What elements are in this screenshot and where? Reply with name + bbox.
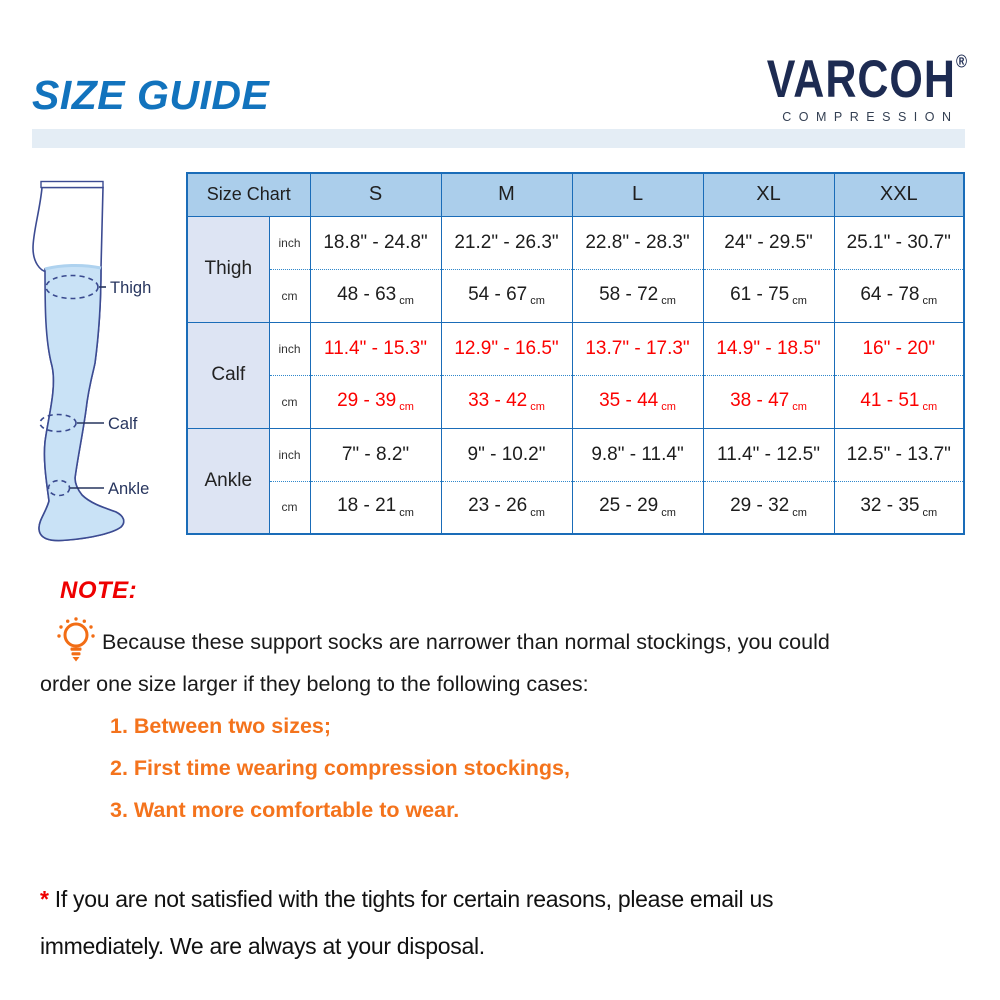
brand-logo xyxy=(766,50,968,124)
thigh-row-label: Thigh xyxy=(187,216,269,322)
thigh-inch-xl: 24" - 29.5" xyxy=(703,216,834,269)
ankle-inch-m: 9" - 10.2" xyxy=(441,428,572,481)
lightbulb-icon xyxy=(56,617,96,667)
size-chart-table xyxy=(186,172,965,535)
calf-cm-m: 33 - 42 $_{cm}$ xyxy=(441,375,572,428)
thigh-cm-row xyxy=(187,269,964,322)
calf-inch-xxl: 16" - 20" xyxy=(834,322,964,375)
ankle-inch-row xyxy=(187,428,964,481)
note-item-2: 2. First time wearing compression stockings, xyxy=(110,756,570,780)
calf-inch-row xyxy=(187,322,964,375)
thigh-inch-unit: inch xyxy=(269,216,310,269)
calf-label: Calf xyxy=(108,415,138,433)
ankle-cm-s: 18 - 21 $_{cm}$ xyxy=(310,481,441,534)
calf-row-label: Calf xyxy=(187,322,269,428)
size-header-m: M xyxy=(441,173,572,216)
calf-inch-s: 11.4" - 15.3" xyxy=(310,322,441,375)
size-chart-header-row xyxy=(187,173,964,216)
size-header-xl: XL xyxy=(703,173,834,216)
thigh-inch-s: 18.8" - 24.8" xyxy=(310,216,441,269)
note-item-1: 1. Between two sizes; xyxy=(110,714,332,738)
registered-trademark-icon: ® xyxy=(955,51,968,73)
ankle-inch-xl: 11.4" - 12.5" xyxy=(703,428,834,481)
calf-cm-l: 35 - 44 $_{cm}$ xyxy=(572,375,703,428)
waistband xyxy=(41,182,103,188)
thigh-cm-unit: cm xyxy=(269,269,310,322)
thigh-inch-xxl: 25.1" - 30.7" xyxy=(834,216,964,269)
brand-name-text: VARCOH xyxy=(766,50,956,110)
ankle-inch-xxl: 12.5" - 13.7" xyxy=(834,428,964,481)
ankle-inch-unit: inch xyxy=(269,428,310,481)
brand-tagline: COMPRESSION xyxy=(782,110,959,124)
ankle-inch-s: 7" - 8.2" xyxy=(310,428,441,481)
leg-measurement-diagram xyxy=(20,170,190,560)
footer-asterisk: * xyxy=(40,886,49,912)
ankle-inch-l: 9.8" - 11.4" xyxy=(572,428,703,481)
header-divider-bar xyxy=(32,129,965,148)
thigh-inch-row xyxy=(187,216,964,269)
footer-line2: immediately. We are always at your disposal. xyxy=(40,933,485,959)
thigh-cm-m: 54 - 67 $_{cm}$ xyxy=(441,269,572,322)
footer-disclaimer xyxy=(40,876,960,970)
calf-inch-unit: inch xyxy=(269,322,310,375)
calf-cm-xxl: 41 - 51 $_{cm}$ xyxy=(834,375,964,428)
thigh-inch-m: 21.2" - 26.3" xyxy=(441,216,572,269)
brand-name xyxy=(766,50,968,110)
ankle-cm-row xyxy=(187,481,964,534)
note-intro-line1: Because these support socks are narrower than normal stockings, you could xyxy=(102,630,830,654)
calf-inch-m: 12.9" - 16.5" xyxy=(441,322,572,375)
calf-cm-unit: cm xyxy=(269,375,310,428)
ankle-cm-unit: cm xyxy=(269,481,310,534)
size-header-xxl: XXL xyxy=(834,173,964,216)
page-title: SIZE GUIDE xyxy=(32,72,270,118)
thigh-cm-xxl: 64 - 78 $_{cm}$ xyxy=(834,269,964,322)
size-header-l: L xyxy=(572,173,703,216)
thigh-label: Thigh xyxy=(110,279,152,297)
calf-inch-l: 13.7" - 17.3" xyxy=(572,322,703,375)
calf-cm-xl: 38 - 47 $_{cm}$ xyxy=(703,375,834,428)
ankle-row-label: Ankle xyxy=(187,428,269,534)
footer-line1: If you are not satisfied with the tights for certain reasons, please email us xyxy=(54,886,774,912)
note-item-3: 3. Want more comfortable to wear. xyxy=(110,798,460,822)
thigh-inch-l: 22.8" - 28.3" xyxy=(572,216,703,269)
ankle-cm-m: 23 - 26 $_{cm}$ xyxy=(441,481,572,534)
thigh-cm-xl: 61 - 75 $_{cm}$ xyxy=(703,269,834,322)
calf-cm-row xyxy=(187,375,964,428)
calf-inch-xl: 14.9" - 18.5" xyxy=(703,322,834,375)
note-list xyxy=(110,712,570,838)
ankle-label: Ankle xyxy=(108,480,150,498)
ankle-cm-xxl: 32 - 35 $_{cm}$ xyxy=(834,481,964,534)
size-header-s: S xyxy=(310,173,441,216)
thigh-cm-s: 48 - 63 $_{cm}$ xyxy=(310,269,441,322)
ankle-cm-xl: 29 - 32 $_{cm}$ xyxy=(703,481,834,534)
note-intro-line2: order one size larger if they belong to the following cases: xyxy=(40,672,589,696)
stocking-fill xyxy=(39,265,124,540)
thigh-cm-l: 58 - 72 $_{cm}$ xyxy=(572,269,703,322)
size-chart-corner-cell: Size Chart xyxy=(187,173,310,216)
ankle-cm-l: 25 - 29 $_{cm}$ xyxy=(572,481,703,534)
calf-cm-s: 29 - 39 $_{cm}$ xyxy=(310,375,441,428)
note-heading: NOTE: xyxy=(60,577,138,604)
